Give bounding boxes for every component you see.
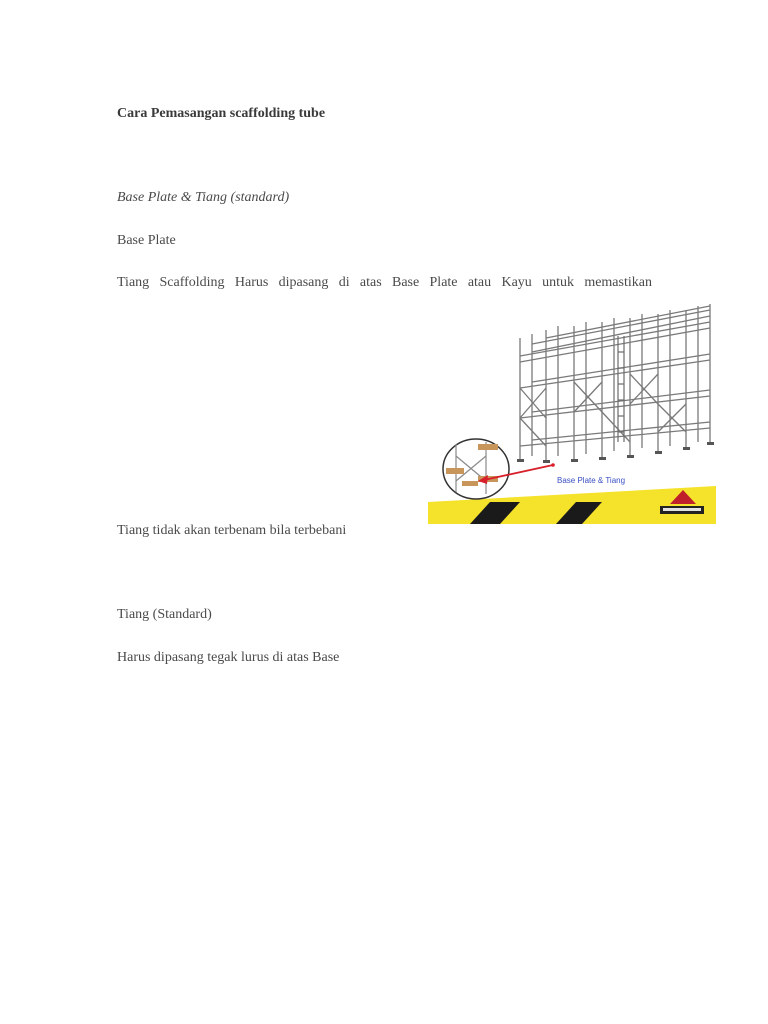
- word: Harus: [234, 275, 269, 290]
- scaffold-frame: [520, 304, 710, 461]
- word: Scaffolding: [159, 275, 225, 290]
- paragraph-tiang-standard: Tiang (Standard): [117, 607, 212, 622]
- scaffolding-figure: [428, 296, 716, 524]
- paragraph-terbenam: Tiang tidak akan terbenam bila terbebani: [117, 523, 347, 538]
- word: Base: [391, 275, 420, 290]
- word: atau: [467, 275, 492, 290]
- word: Plate: [429, 275, 458, 290]
- word: dipasang: [278, 275, 329, 290]
- plank: [462, 481, 478, 486]
- detail-magnifier: [443, 439, 509, 499]
- tower-column: [618, 336, 624, 442]
- document-title: Cara Pemasangan scaffolding tube: [117, 106, 326, 121]
- word: di: [338, 275, 350, 290]
- word: Tiang: [117, 275, 150, 290]
- word: untuk: [542, 275, 574, 290]
- section-subheading: Base Plate & Tiang (standard): [117, 190, 290, 205]
- paragraph-tiang-scaffolding: [117, 274, 652, 292]
- paragraph-tegak-lurus: Harus dipasang tegak lurus di atas Base: [117, 650, 340, 665]
- plank: [446, 468, 464, 474]
- scaffolding-illustration: [428, 296, 716, 524]
- plank: [478, 444, 498, 450]
- figure-caption-label: Base Plate & Tiang: [557, 476, 626, 485]
- word: memastikan: [584, 275, 652, 290]
- paragraph-base-plate: Base Plate: [117, 233, 176, 248]
- word: Kayu: [501, 275, 532, 290]
- word: atas: [359, 275, 382, 290]
